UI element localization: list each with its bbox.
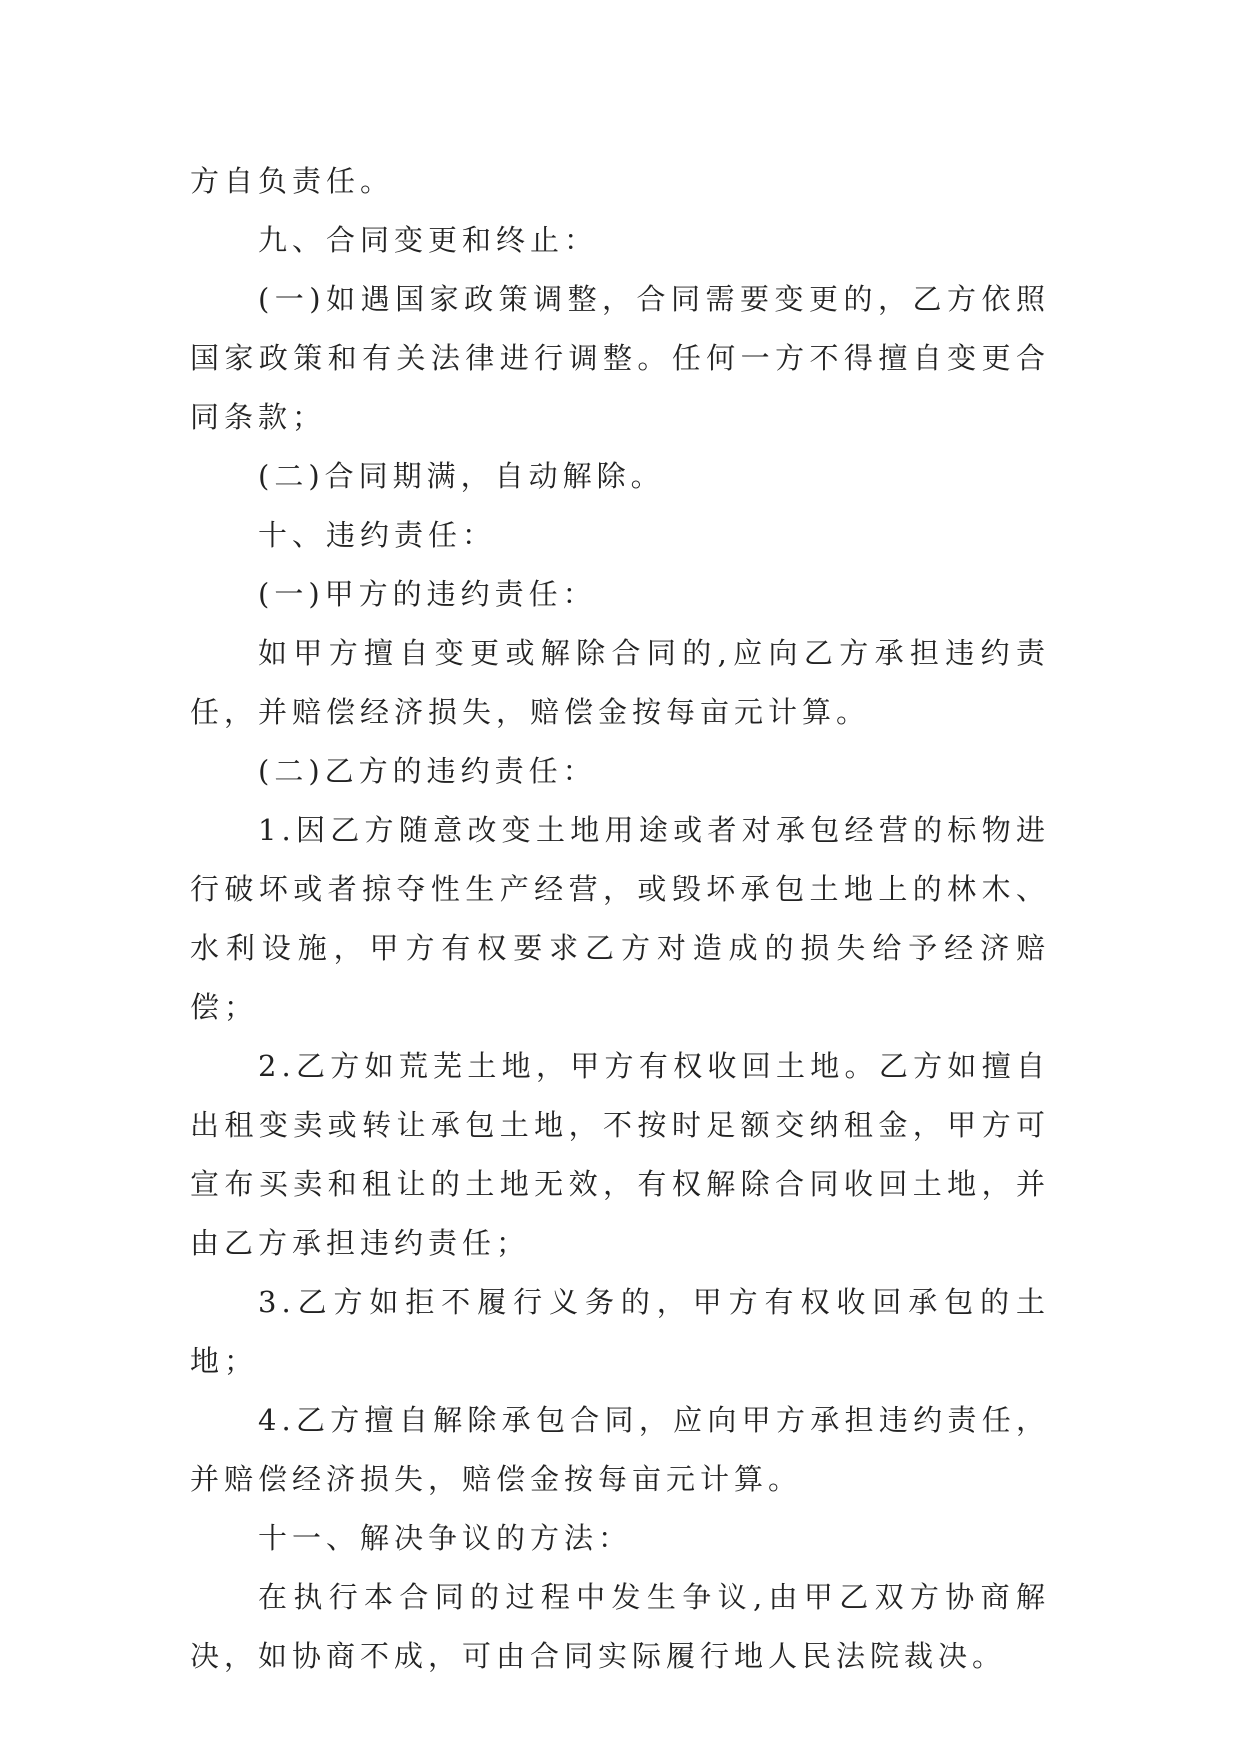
paragraph-10-2-item-1: 1.因乙方随意改变土地用途或者对承包经营的标物进行破坏或者掠夺性生产经营，或毁坏承包土地上的林木、水利设施，甲方有权要求乙方对造成的损失给予经济赔偿； (190, 813, 1050, 1024)
subheading-10-2: (二)乙方的违约责任： (258, 754, 597, 788)
section-heading-10: 十、违约责任： (258, 518, 497, 552)
paragraph-10-2-item-2: 2.乙方如荒芜土地，甲方有权收回土地。乙方如擅自出租变卖或转让承包土地，不按时足额交纳租金，甲方可宣布买卖和租让的土地无效，有权解除合同收回土地，并由乙方承担违约责任； (190, 1049, 1050, 1260)
paragraph-continuation: 方自负责任。 (190, 164, 395, 198)
subheading-10-1: (一)甲方的违约责任： (258, 577, 597, 611)
paragraph-9-1: (一)如遇国家政策调整，合同需要变更的，乙方依照国家政策和有关法律进行调整。任何一方不得擅自变更合同条款； (190, 282, 1050, 434)
paragraph-11: 在执行本合同的过程中发生争议,由甲乙双方协商解决，如协商不成，可由合同实际履行地人民法院裁决。 (190, 1580, 1050, 1673)
paragraph-10-2-item-4: 4.乙方擅自解除承包合同，应向甲方承担违约责任，并赔偿经济损失，赔偿金按每亩元计算。 (190, 1403, 1050, 1496)
paragraph-10-1: 如甲方擅自变更或解除合同的,应向乙方承担违约责任，并赔偿经济损失，赔偿金按每亩元计算。 (190, 636, 1050, 729)
section-heading-9: 九、合同变更和终止： (258, 223, 599, 257)
document-body (190, 152, 1050, 1686)
paragraph-9-2: (二)合同期满，自动解除。 (258, 459, 665, 493)
section-heading-11: 十一、解决争议的方法： (258, 1521, 633, 1555)
paragraph-10-2-item-3: 3.乙方如拒不履行义务的，甲方有权收回承包的土地； (190, 1285, 1050, 1378)
